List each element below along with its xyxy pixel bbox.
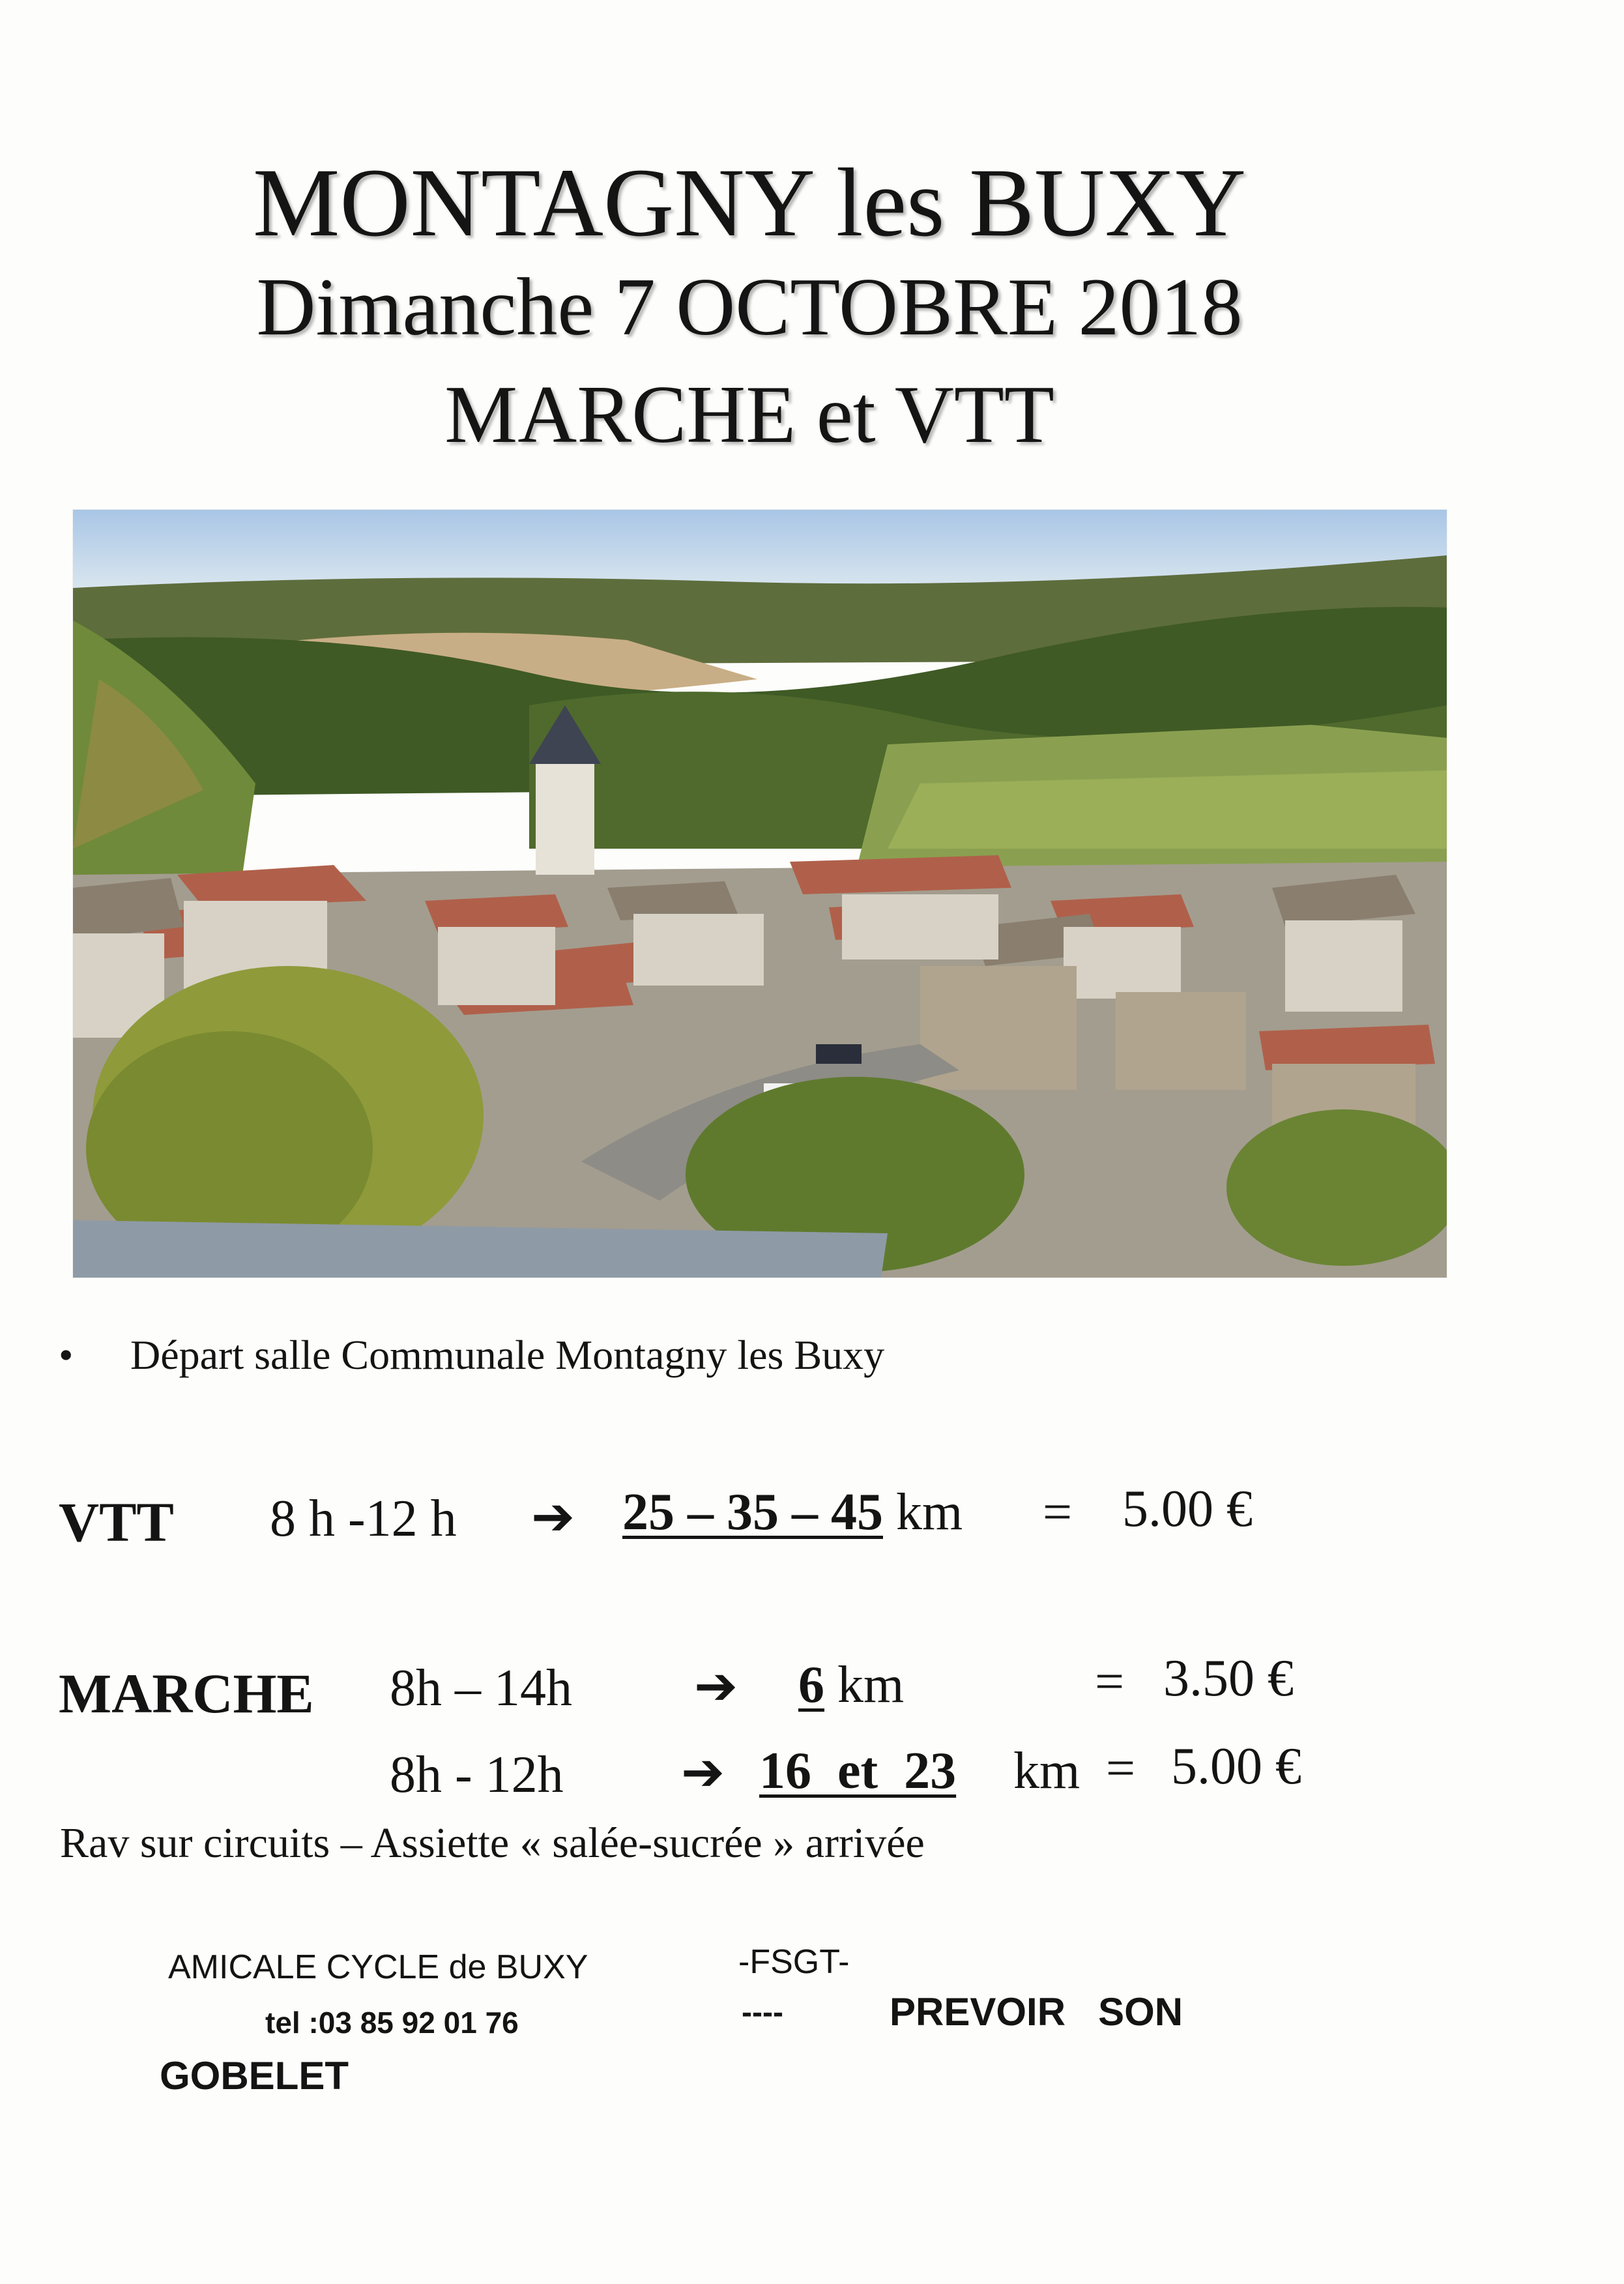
marche-distance-line-1 — [798, 1656, 904, 1715]
title-event: MARCHE et VTT — [444, 370, 1054, 460]
marche-hours-2: 8h - 12h — [390, 1746, 564, 1804]
fsgt-label: -FSGT- — [738, 1943, 850, 1981]
vtt-unit: km — [896, 1484, 963, 1541]
departure-line — [59, 1331, 884, 1379]
departure-text: Départ salle Communale Montagny les Buxy — [130, 1332, 885, 1378]
village-photo — [73, 510, 1447, 1278]
marche-distance-2-value: 16 et 23 — [759, 1742, 957, 1800]
marche-price-2: 5.00 € — [1171, 1738, 1301, 1795]
vtt-distances: 25 – 35 – 45 — [622, 1484, 883, 1541]
vtt-equals: = — [1043, 1484, 1073, 1541]
vtt-distances-line — [622, 1483, 963, 1542]
bullet-icon: • — [59, 1332, 74, 1378]
marche-equals-2: = — [1106, 1740, 1136, 1797]
marche-distance-2 — [759, 1742, 956, 1801]
circuits-note: Rav sur circuits – Assiette « salée-sucrée » arrivée — [60, 1819, 925, 1867]
title-date: Dimanche 7 OCTOBRE 2018 — [256, 262, 1243, 353]
marche-price-1: 3.50 € — [1163, 1650, 1294, 1707]
prevoir-text: PREVOIR SON — [890, 1990, 1183, 2034]
club-name: AMICALE CYCLE de BUXY — [168, 1948, 588, 1986]
vtt-label: VTT — [59, 1491, 174, 1553]
gobelet-text: GOBELET — [160, 2054, 349, 2098]
vtt-arrow-icon: ➔ — [531, 1486, 575, 1547]
marche-arrow-2-icon: ➔ — [681, 1742, 725, 1802]
vtt-hours: 8 h -12 h — [270, 1490, 457, 1547]
marche-equals-1: = — [1095, 1653, 1125, 1710]
marche-arrow-1-icon: ➔ — [694, 1656, 738, 1716]
marche-unit-2: km — [1013, 1742, 1080, 1800]
dashes-separator: ---- — [742, 1995, 783, 2030]
title-village: MONTAGNY les BUXY — [252, 149, 1247, 257]
marche-distance-1: 6 — [798, 1656, 824, 1714]
village-illustration — [73, 510, 1447, 1278]
marche-unit-1: km — [837, 1656, 905, 1714]
club-phone: tel :03 85 92 01 76 — [265, 2006, 519, 2040]
marche-hours-1: 8h – 14h — [390, 1660, 572, 1717]
vtt-price: 5.00 € — [1122, 1480, 1253, 1538]
marche-label: MARCHE — [59, 1662, 314, 1725]
